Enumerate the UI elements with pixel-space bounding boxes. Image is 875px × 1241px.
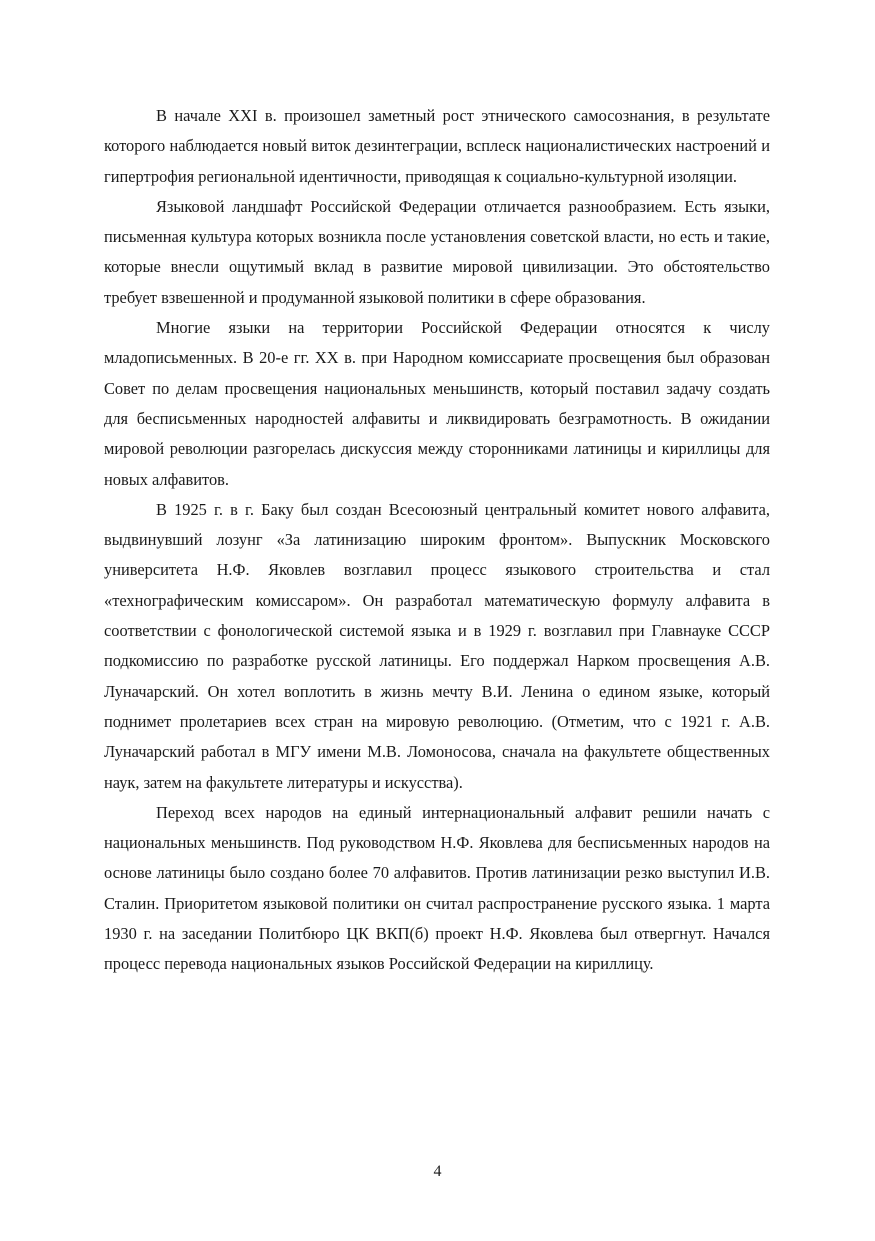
paragraph: В 1925 г. в г. Баку был создан Всесоюзный центральный комитет нового алфавита, выдвинувший лозунг «За латинизацию широким фронтом». Выпускник Московского университета Н.Ф. Яковлев возглавил процесс языкового строительства и стал «технографическим комиссаром». Он разработал математическую формулу алфавита в соответствии с фонологической системой языка и в 1929 г. возглавил при Главнауке СССР подкомиссию по разработке русской латиницы. Его поддержал Нарком просвещения А.В. Луначарский. Он хотел воплотить в жизнь мечту В.И. Ленина о едином языке, который поднимет пролетариев всех стран на мировую революцию. (Отметим, что с 1921 г. А.В. Луначарский работал в МГУ имени М.В. Ломоносова, сначала на факультете общественных наук, затем на факультете литературы и искусства). bbox=[104, 499, 770, 792]
paragraph: Переход всех народов на единый интернациональный алфавит решили начать с национальных меньшинств. Под руководством Н.Ф. Яковлева для бесписьменных народов на основе латиницы было создано более 70 алфавитов. Против латинизации резко выступил И.В. Сталин. Приоритетом языковой политики он считал распространение русского языка. 1 марта 1930 г. на заседании Политбюро ЦК ВКП(б) проект Н.Ф. Яковлева был отвергнут. Начался процесс перевода национальных языков Российской Федерации на кириллицу. bbox=[104, 802, 770, 974]
paragraph: В начале XXI в. произошел заметный рост этнического самосознания, в результате которого наблюдается новый виток дезинтеграции, всплеск националистических настроений и гипертрофия региональной идентичности, приводящая к социально-культурной изоляции. bbox=[104, 106, 770, 186]
page-number: 4 bbox=[433, 1163, 442, 1180]
body-text bbox=[104, 101, 770, 980]
paragraph: Многие языки на территории Российской Федерации относятся к числу младописьменных. В 20-е гг. XX в. при Народном комиссариате просвещения был образован Совет по делам просвещения национальных меньшинств, который поставил задачу создать для бесписьменных народностей алфавиты и ликвидировать безграмотность. В ожидании мировой революции разгорелась дискуссия между сторонниками латиницы и кириллицы для новых алфавитов. bbox=[104, 318, 770, 489]
paragraph: Языковой ландшафт Российской Федерации отличается разнообразием. Есть языки, письменная культура которых возникла после установления советской власти, но есть и такие, которые внесли ощутимый вклад в развитие мировой цивилизации. Это обстоятельство требует взвешенной и продуманной языковой политики в сфере образования. bbox=[104, 196, 770, 307]
